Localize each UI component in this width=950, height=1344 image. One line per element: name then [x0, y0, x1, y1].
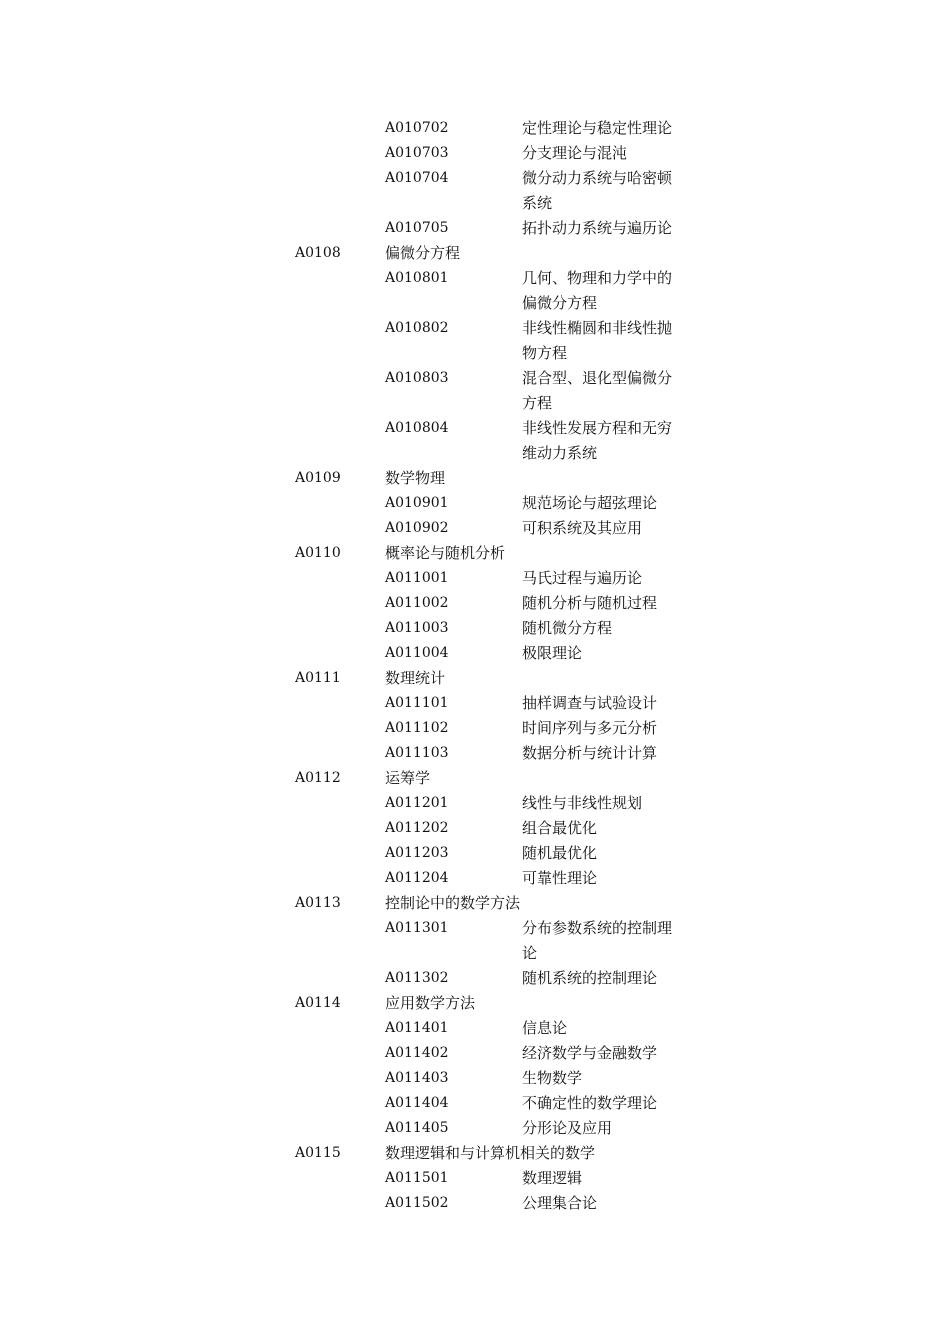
subcategory-name — [522, 816, 687, 841]
subcategory-code: A011501 — [385, 1170, 449, 1186]
name-line: 随机系统的控制理论 — [522, 969, 658, 987]
subcategory-code: A010802 — [385, 320, 449, 336]
category-name — [385, 766, 430, 791]
name-line: 组合最优化 — [522, 819, 598, 837]
name-line: 马氏过程与遍历论 — [522, 569, 643, 587]
name-line: 拓扑动力系统与遍历论 — [522, 219, 673, 237]
subcategory-name — [522, 616, 687, 641]
subcategory-name — [522, 116, 687, 141]
name-line: 分布参数系统的控制理 — [522, 919, 673, 937]
subcategory-code: A011403 — [385, 1070, 449, 1086]
subcategory-name — [522, 716, 687, 741]
category-name — [385, 241, 460, 266]
subcategory-code: A010803 — [385, 370, 449, 386]
name-line: 生物数学 — [522, 1069, 583, 1087]
subcategory-code: A010702 — [385, 120, 449, 136]
name-line: 数理统计 — [385, 669, 446, 687]
subcategory-name — [522, 216, 687, 241]
name-line: 非线性发展方程和无穷 — [522, 419, 673, 437]
name-line: 可积系统及其应用 — [522, 519, 643, 537]
subcategory-name — [522, 416, 687, 466]
subcategory-code: A011002 — [385, 595, 449, 611]
category-code: A0113 — [295, 895, 341, 911]
category-code: A0110 — [295, 545, 341, 561]
name-line: 偏微分方程 — [385, 244, 461, 262]
name-line: 随机分析与随机过程 — [522, 594, 658, 612]
subcategory-code: A011103 — [385, 745, 449, 761]
name-line: 可靠性理论 — [522, 869, 598, 887]
category-code: A0109 — [295, 470, 341, 486]
name-line: 应用数学方法 — [385, 994, 476, 1012]
name-line: 几何、物理和力学中的 — [522, 269, 673, 287]
subcategory-code: A011102 — [385, 720, 449, 736]
subcategory-name — [522, 916, 687, 966]
subcategory-code: A011204 — [385, 870, 449, 886]
name-line: 分支理论与混沌 — [522, 144, 628, 162]
subcategory-name — [522, 491, 687, 516]
category-code: A0112 — [295, 770, 341, 786]
name-line: 规范场论与超弦理论 — [522, 494, 658, 512]
subcategory-code: A010801 — [385, 270, 449, 286]
name-line: 概率论与随机分析 — [385, 544, 506, 562]
subcategory-code: A011404 — [385, 1095, 449, 1111]
subcategory-name — [522, 841, 687, 866]
category-code: A0114 — [295, 995, 341, 1011]
subcategory-name — [522, 1116, 687, 1141]
category-name — [385, 891, 520, 916]
subcategory-code: A011203 — [385, 845, 449, 861]
name-line: 极限理论 — [522, 644, 583, 662]
name-line: 混合型、退化型偏微分 — [522, 369, 673, 387]
name-line: 数理逻辑 — [522, 1169, 583, 1187]
subcategory-name — [522, 366, 687, 416]
subcategory-name — [522, 966, 687, 991]
category-code: A0111 — [295, 670, 341, 686]
name-line: 定性理论与稳定性理论 — [522, 119, 673, 137]
name-line: 数据分析与统计计算 — [522, 744, 658, 762]
subcategory-name — [522, 791, 687, 816]
name-line: 控制论中的数学方法 — [385, 894, 521, 912]
subcategory-name — [522, 1066, 687, 1091]
subcategory-name — [522, 1016, 687, 1041]
subcategory-name — [522, 316, 687, 366]
subcategory-name — [522, 1091, 687, 1116]
name-line: 信息论 — [522, 1019, 568, 1037]
subcategory-name — [522, 591, 687, 616]
subcategory-code: A010804 — [385, 420, 449, 436]
name-line: 数学物理 — [385, 469, 446, 487]
subcategory-code: A010703 — [385, 145, 449, 161]
subcategory-code: A011001 — [385, 570, 449, 586]
subcategory-name — [522, 266, 687, 316]
subcategory-code: A011302 — [385, 970, 449, 986]
name-line: 物方程 — [522, 344, 568, 362]
name-line: 不确定性的数学理论 — [522, 1094, 658, 1112]
subcategory-name — [522, 1041, 687, 1066]
subcategory-name — [522, 166, 687, 216]
name-line: 随机最优化 — [522, 844, 598, 862]
name-line: 系统 — [522, 194, 553, 212]
subcategory-code: A010705 — [385, 220, 449, 236]
name-line: 运筹学 — [385, 769, 431, 787]
name-line: 分形论及应用 — [522, 1119, 613, 1137]
subcategory-code: A011301 — [385, 920, 449, 936]
category-code: A0115 — [295, 1145, 341, 1161]
name-line: 维动力系统 — [522, 444, 598, 462]
category-name — [385, 466, 445, 491]
name-line: 随机微分方程 — [522, 619, 613, 637]
subcategory-name — [522, 1191, 687, 1216]
subcategory-code: A011101 — [385, 695, 449, 711]
subcategory-name — [522, 741, 687, 766]
category-name — [385, 666, 445, 691]
subcategory-name — [522, 866, 687, 891]
category-name — [385, 991, 475, 1016]
subcategory-code: A011004 — [385, 645, 449, 661]
name-line: 微分动力系统与哈密顿 — [522, 169, 673, 187]
name-line: 时间序列与多元分析 — [522, 719, 658, 737]
subcategory-name — [522, 641, 687, 666]
name-line: 经济数学与金融数学 — [522, 1044, 658, 1062]
name-line: 方程 — [522, 394, 553, 412]
subcategory-code: A011202 — [385, 820, 449, 836]
name-line: 偏微分方程 — [522, 294, 598, 312]
subcategory-code: A011401 — [385, 1020, 449, 1036]
subcategory-code: A011201 — [385, 795, 449, 811]
subcategory-code: A010901 — [385, 495, 449, 511]
subcategory-code: A011502 — [385, 1195, 449, 1211]
name-line: 非线性椭圆和非线性抛 — [522, 319, 673, 337]
subcategory-name — [522, 141, 687, 166]
category-code: A0108 — [295, 245, 341, 261]
name-line: 论 — [522, 944, 538, 962]
subcategory-code: A010902 — [385, 520, 449, 536]
subcategory-name — [522, 516, 687, 541]
name-line: 公理集合论 — [522, 1194, 598, 1212]
subcategory-name — [522, 691, 687, 716]
subcategory-code: A010704 — [385, 170, 449, 186]
name-line: 抽样调查与试验设计 — [522, 694, 658, 712]
name-line: 数理逻辑和与计算机相关的数学 — [385, 1144, 596, 1162]
subcategory-name — [522, 566, 687, 591]
subcategory-name — [522, 1166, 687, 1191]
category-name — [385, 541, 505, 566]
subcategory-code: A011003 — [385, 620, 449, 636]
category-name — [385, 1141, 595, 1166]
name-line: 线性与非线性规划 — [522, 794, 643, 812]
subcategory-code: A011405 — [385, 1120, 449, 1136]
subcategory-code: A011402 — [385, 1045, 449, 1061]
